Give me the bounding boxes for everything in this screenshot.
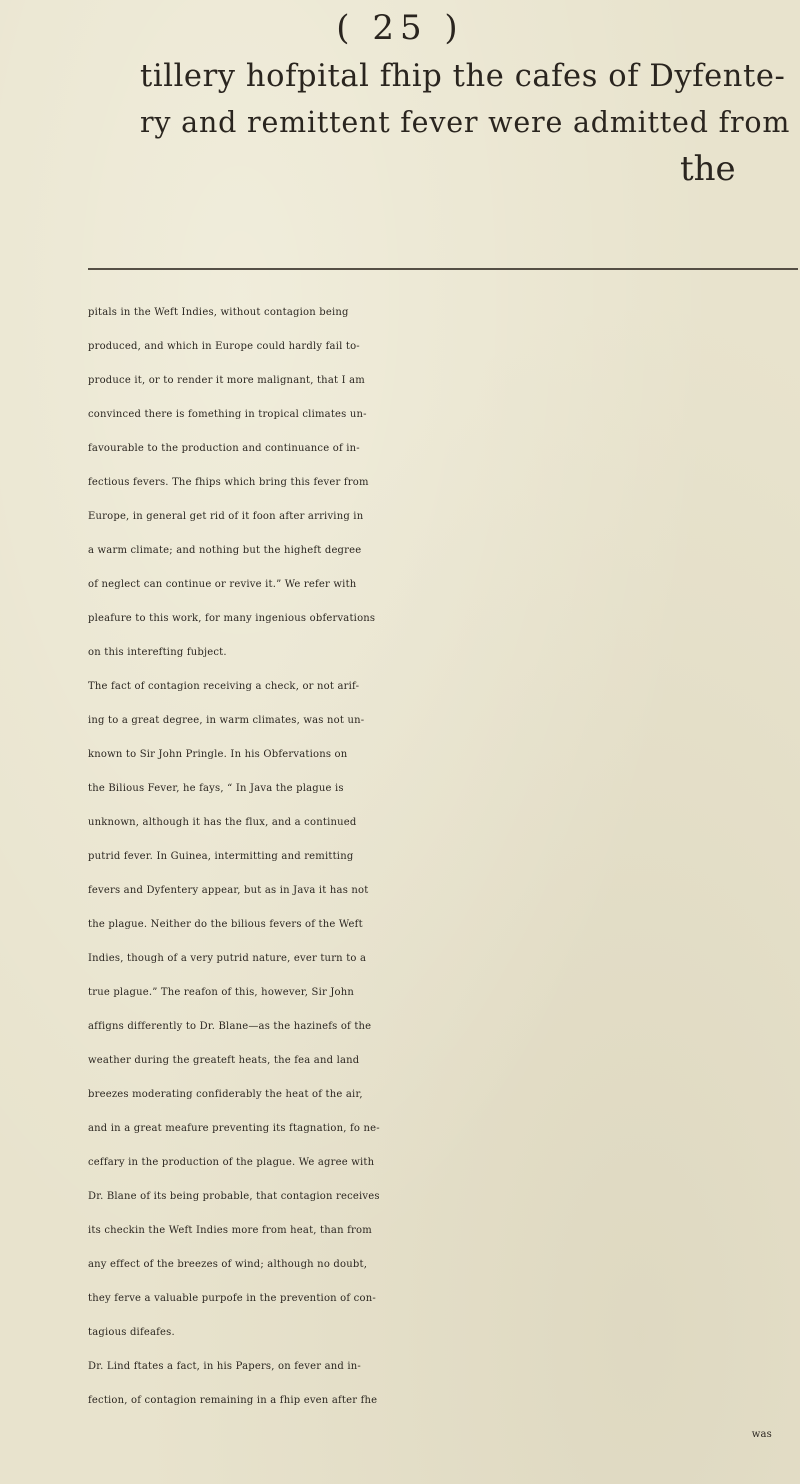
bleed-through-line: tillery hofpital fhip the cafes of Dyfente- — [140, 59, 786, 94]
text-line: the Bilious Fever, he fays, “ In Java the plague is — [88, 783, 344, 794]
text-line: its checkin the Weft Indies more from heat, than from — [88, 1225, 372, 1236]
text-line: they ferve a valuable purpofe in the prevention of con- — [88, 1293, 376, 1304]
text-line: fection, of contagion remaining in a fhip even after fhe — [88, 1395, 378, 1406]
text-line: a warm climate; and nothing but the higheft degree — [88, 545, 362, 556]
text-line: ceffary in the production of the plague. We agree with — [88, 1157, 375, 1168]
text-line: fectious fevers. The fhips which bring this fever from — [88, 477, 369, 488]
text-line: any effect of the breezes of wind; although no doubt, — [88, 1259, 368, 1270]
body-text — [88, 296, 800, 1452]
bleed-through-line: the — [680, 149, 736, 189]
bleed-through-line: ry and remittent fever were admitted from — [140, 106, 791, 139]
text-line: on this interefting fubject. — [88, 647, 227, 658]
text-line: convinced there is fomething in tropical climates un- — [88, 409, 367, 420]
text-line: pleafure to this work, for many ingenious obfervations — [88, 613, 376, 624]
page-number: ( 25 ) — [336, 8, 464, 48]
text-line: The fact of contagion receiving a check, or not arif- — [88, 681, 360, 692]
text-line: favourable to the production and continuance of in- — [88, 443, 360, 454]
text-line: ing to a great degree, in warm climates, was not un- — [88, 715, 365, 726]
page-divider — [88, 268, 798, 270]
text-line: of neglect can continue or revive it.” We refer with — [88, 579, 357, 590]
text-line: Dr. Lind ftates a fact, in his Papers, on fever and in- — [88, 1361, 362, 1372]
text-line: the plague. Neither do the bilious fevers of the Weft — [88, 919, 363, 930]
text-line: known to Sir John Pringle. In his Obfervations on — [88, 749, 348, 760]
text-line: produce it, or to render it more malignant, that I am — [88, 375, 365, 386]
text-line: Dr. Blane of its being probable, that contagion receives — [88, 1191, 380, 1202]
text-line: Europe, in general get rid of it foon after arriving in — [88, 511, 364, 522]
text-line: pitals in the Weft Indies, without contagion being — [88, 307, 349, 318]
text-line: true plague.” The reafon of this, however, Sir John — [88, 987, 355, 998]
text-line: and in a great meafure preventing its ftagnation, fo ne- — [88, 1123, 380, 1134]
text-line: weather during the greateft heats, the fea and land — [88, 1055, 360, 1066]
text-line: Indies, though of a very putrid nature, ever turn to a — [88, 953, 367, 964]
text-line: fevers and Dyfentery appear, but as in Java it has not — [88, 885, 369, 896]
text-line: produced, and which in Europe could hardly fail to- — [88, 341, 360, 352]
text-line: tagious difeafes. — [88, 1327, 175, 1338]
catchword: was — [751, 1429, 772, 1440]
text-line: affigns differently to Dr. Blane—as the hazinefs of the — [88, 1021, 372, 1032]
text-line: unknown, although it has the flux, and a continued — [88, 817, 357, 828]
text-line: putrid fever. In Guinea, intermitting and remitting — [88, 851, 354, 862]
text-line: breezes moderating confiderably the heat of the air, — [88, 1089, 363, 1100]
